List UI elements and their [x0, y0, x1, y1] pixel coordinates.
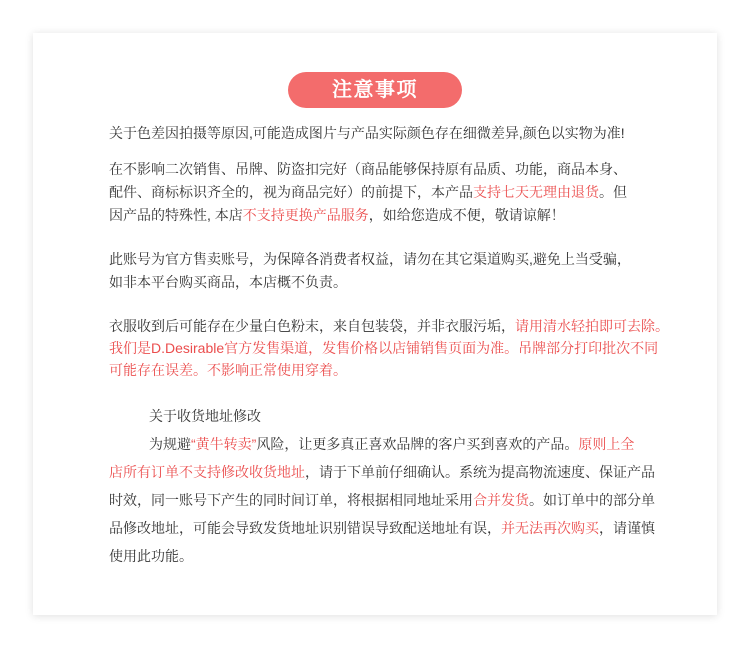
- notice-card: [33, 33, 717, 615]
- text-line: [109, 271, 631, 294]
- heading-text: 关于收货地址修改: [149, 408, 261, 424]
- text-line: [109, 359, 669, 381]
- highlight-text: 支持七天无理由退货: [473, 184, 599, 200]
- body-text: ，如给您造成不便，敬请谅解！: [368, 207, 565, 223]
- highlight-text: 原则上全: [578, 436, 635, 452]
- text-line: [109, 542, 655, 570]
- notice-title-badge: [288, 72, 462, 108]
- body-text: 配件、商标标识齐全的，视为商品完好）的前提下，本产品: [109, 184, 473, 200]
- text-line: [109, 486, 655, 514]
- section-heading: [109, 402, 655, 430]
- text-line: [109, 122, 625, 145]
- body-text: 关于色差因拍摄等原因,可能造成图片与产品实际颜色存在细微差异,颜色以实物为准!: [109, 125, 625, 141]
- color-disclaimer: [109, 122, 625, 145]
- return-policy: [109, 158, 627, 227]
- text-line: [109, 337, 669, 359]
- body-text: 品修改地址，可能会导致发货地址识别错误导致配送地址有误，: [109, 520, 501, 536]
- address-change-notice: [109, 402, 655, 570]
- body-text: 使用此功能。: [109, 548, 193, 564]
- highlight-text: “黄牛转卖”: [191, 436, 257, 452]
- text-line: [109, 315, 669, 337]
- body-text: 因产品的特殊性, 本店: [109, 207, 243, 223]
- text-line: [109, 430, 655, 458]
- text-line: [109, 248, 631, 271]
- body-text: 时效，同一账号下产生的同时间订单，将根据相同地址采用: [109, 492, 473, 508]
- official-account-notice: [109, 248, 631, 294]
- highlight-text: 并无法再次购买: [501, 520, 599, 536]
- highlight-text: 合并发货: [473, 492, 529, 508]
- body-text: 。但: [599, 184, 627, 200]
- body-text: ，请谨慎: [599, 520, 655, 536]
- text-line: [109, 458, 655, 486]
- garment-care-notice: [109, 315, 669, 381]
- notice-title: 注意事项: [332, 79, 418, 101]
- highlight-text: 店所有订单不支持修改收货地址: [109, 464, 305, 480]
- body-text: 风险，让更多真正喜欢品牌的客户买到喜欢的产品。: [256, 436, 579, 452]
- body-text: 为规避: [149, 436, 191, 452]
- text-line: [109, 158, 627, 181]
- text-line: [109, 181, 627, 204]
- text-line: [109, 514, 655, 542]
- body-text: 在不影响二次销售、吊牌、防盗扣完好（商品能够保持原有品质、功能，商品本身、: [109, 161, 627, 177]
- highlight-text: 可能存在误差。不影响正常使用穿着。: [109, 362, 347, 378]
- text-line: [109, 204, 627, 227]
- body-text: 此账号为官方售卖账号，为保障各消费者权益，请勿在其它渠道购买,避免上当受骗，: [109, 251, 631, 267]
- highlight-text: 我们是D.Desirable官方发售渠道，发售价格以店铺销售页面为准。吊牌部分打印批次不同: [109, 340, 659, 356]
- body-text: 。如订单中的部分单: [529, 492, 655, 508]
- body-text: ，请于下单前仔细确认。系统为提高物流速度、保证产品: [305, 464, 655, 480]
- highlight-text: 请用清水轻拍即可去除。: [515, 318, 669, 334]
- body-text: 衣服收到后可能存在少量白色粉末，来自包装袋，并非衣服污垢，: [109, 318, 515, 334]
- body-text: 如非本平台购买商品，本店概不负责。: [109, 274, 347, 290]
- highlight-text: 不支持更换产品服务: [242, 207, 369, 223]
